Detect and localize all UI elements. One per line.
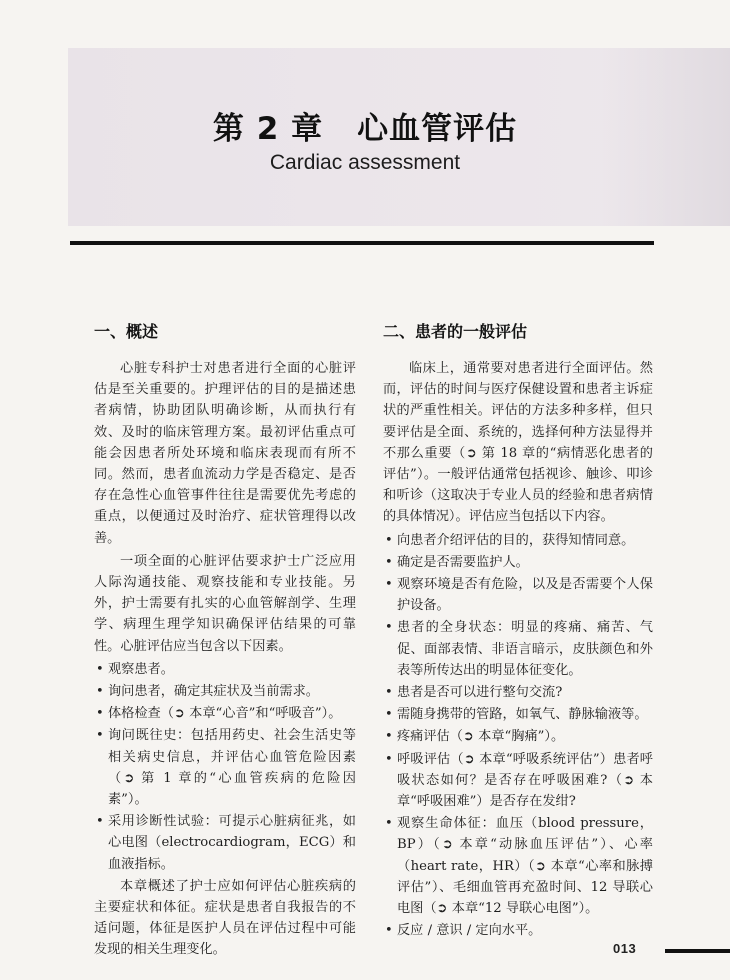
list-item: • 观察生命体征：血压（blood pressure，BP）（➲ 本章“动脉血压评估”）、心率（heart rate，HR）（➲ 本章“心率和脉搏评估”）、毛细血管再充盈时间、12 导联心电图（➲ 本章“12 导联心电图”）。 [383, 813, 653, 919]
chapter-title [0, 103, 730, 148]
footer-rule [665, 949, 730, 953]
paragraph: 心脏专科护士对患者进行全面的心脏评估是至关重要的。护理评估的目的是描述患者病情，协助团队明确诊断，从而执行有效、及时的临床管理方案。最初评估重点可能会因患者所处环境和临床表现而有所不同。然而，患者血流动力学是否稳定、是否存在急性心血管事件往往是需要优先考虑的重点，以便通过及时治疗、症状管理得以改善。 [94, 361, 356, 546]
list-item: • 患者是否可以进行整句交流? [383, 682, 653, 703]
chapter-number: 第 2 章 [212, 111, 324, 147]
list-item: • 患者的全身状态：明显的疼痛、痛苦、气促、面部表情、非语言暗示，皮肤颜色和外表等所传达出的明显体征变化。 [383, 617, 653, 681]
list-item: • 向患者介绍评估的目的，获得知情同意。 [383, 530, 653, 551]
page-number: 013 [613, 941, 637, 956]
list-item: • 询问既往史：包括用药史、社会生活史等相关病史信息，并评估心血管危险因素（➲ 第 1 章的“心血管疾病的危险因素”）。 [94, 725, 356, 810]
list-item: • 观察环境是否有危险，以及是否需要个人保护设备。 [383, 574, 653, 616]
list-item: • 需随身携带的管路，如氧气、静脉输液等。 [383, 704, 653, 725]
header-divider [70, 241, 654, 245]
right-column [383, 320, 653, 942]
list-item: • 询问患者，确定其症状及当前需求。 [94, 681, 356, 702]
section-heading-overview: 一、概述 [94, 322, 159, 341]
list-item: • 观察患者。 [94, 659, 356, 680]
list-item: • 反应 / 意识 / 定向水平。 [383, 920, 653, 941]
left-column [94, 320, 356, 963]
paragraph: 临床上，通常要对患者进行全面评估。然而，评估的时间与医疗保健设置和患者主诉症状的严重性相关。评估的方法多种多样，但只要评估是全面、系统的，选择何种方法显得并不那么重要（➲ 第 18 章的“病情恶化患者的评估”）。一般评估通常包括视诊、触诊、叩诊和听诊（这取决于专业人员的经验和患者病情的具体情况）。评估应当包括以下内容。 [383, 361, 653, 525]
chapter-name: 心血管评估 [357, 111, 518, 147]
section-heading-general-assessment: 二、患者的一般评估 [383, 322, 528, 341]
list-item: • 体格检查（➲ 本章“心音”和“呼吸音”）。 [94, 703, 356, 724]
paragraph: 一项全面的心脏评估要求护士广泛应用人际沟通技能、观察技能和专业技能。另外，护士需要有扎实的心血管解剖学、生理学、病理生理学知识确保评估结果的可靠性。心脏评估应当包含以下因素。 [94, 553, 356, 654]
list-item: • 确定是否需要监护人。 [383, 552, 653, 573]
list-item: • 疼痛评估（➲ 本章“胸痛”）。 [383, 726, 653, 747]
bullet-list [383, 530, 653, 942]
list-item: • 采用诊断性试验：可提示心脏病征兆，如心电图（electrocardiogram，ECG）和血液指标。 [94, 811, 356, 875]
bullet-list [94, 659, 356, 875]
paragraph: 本章概述了护士应如何评估心脏疾病的主要症状和体征。症状是患者自我报告的不适问题，体征是医护人员在评估过程中可能发现的相关生理变化。 [94, 878, 356, 958]
list-item: • 呼吸评估（➲ 本章“呼吸系统评估”）患者呼吸状态如何？是否存在呼吸困难?（➲ 本章“呼吸困难”）是否存在发绀? [383, 749, 653, 813]
chapter-subtitle: Cardiac assessment [269, 151, 461, 174]
